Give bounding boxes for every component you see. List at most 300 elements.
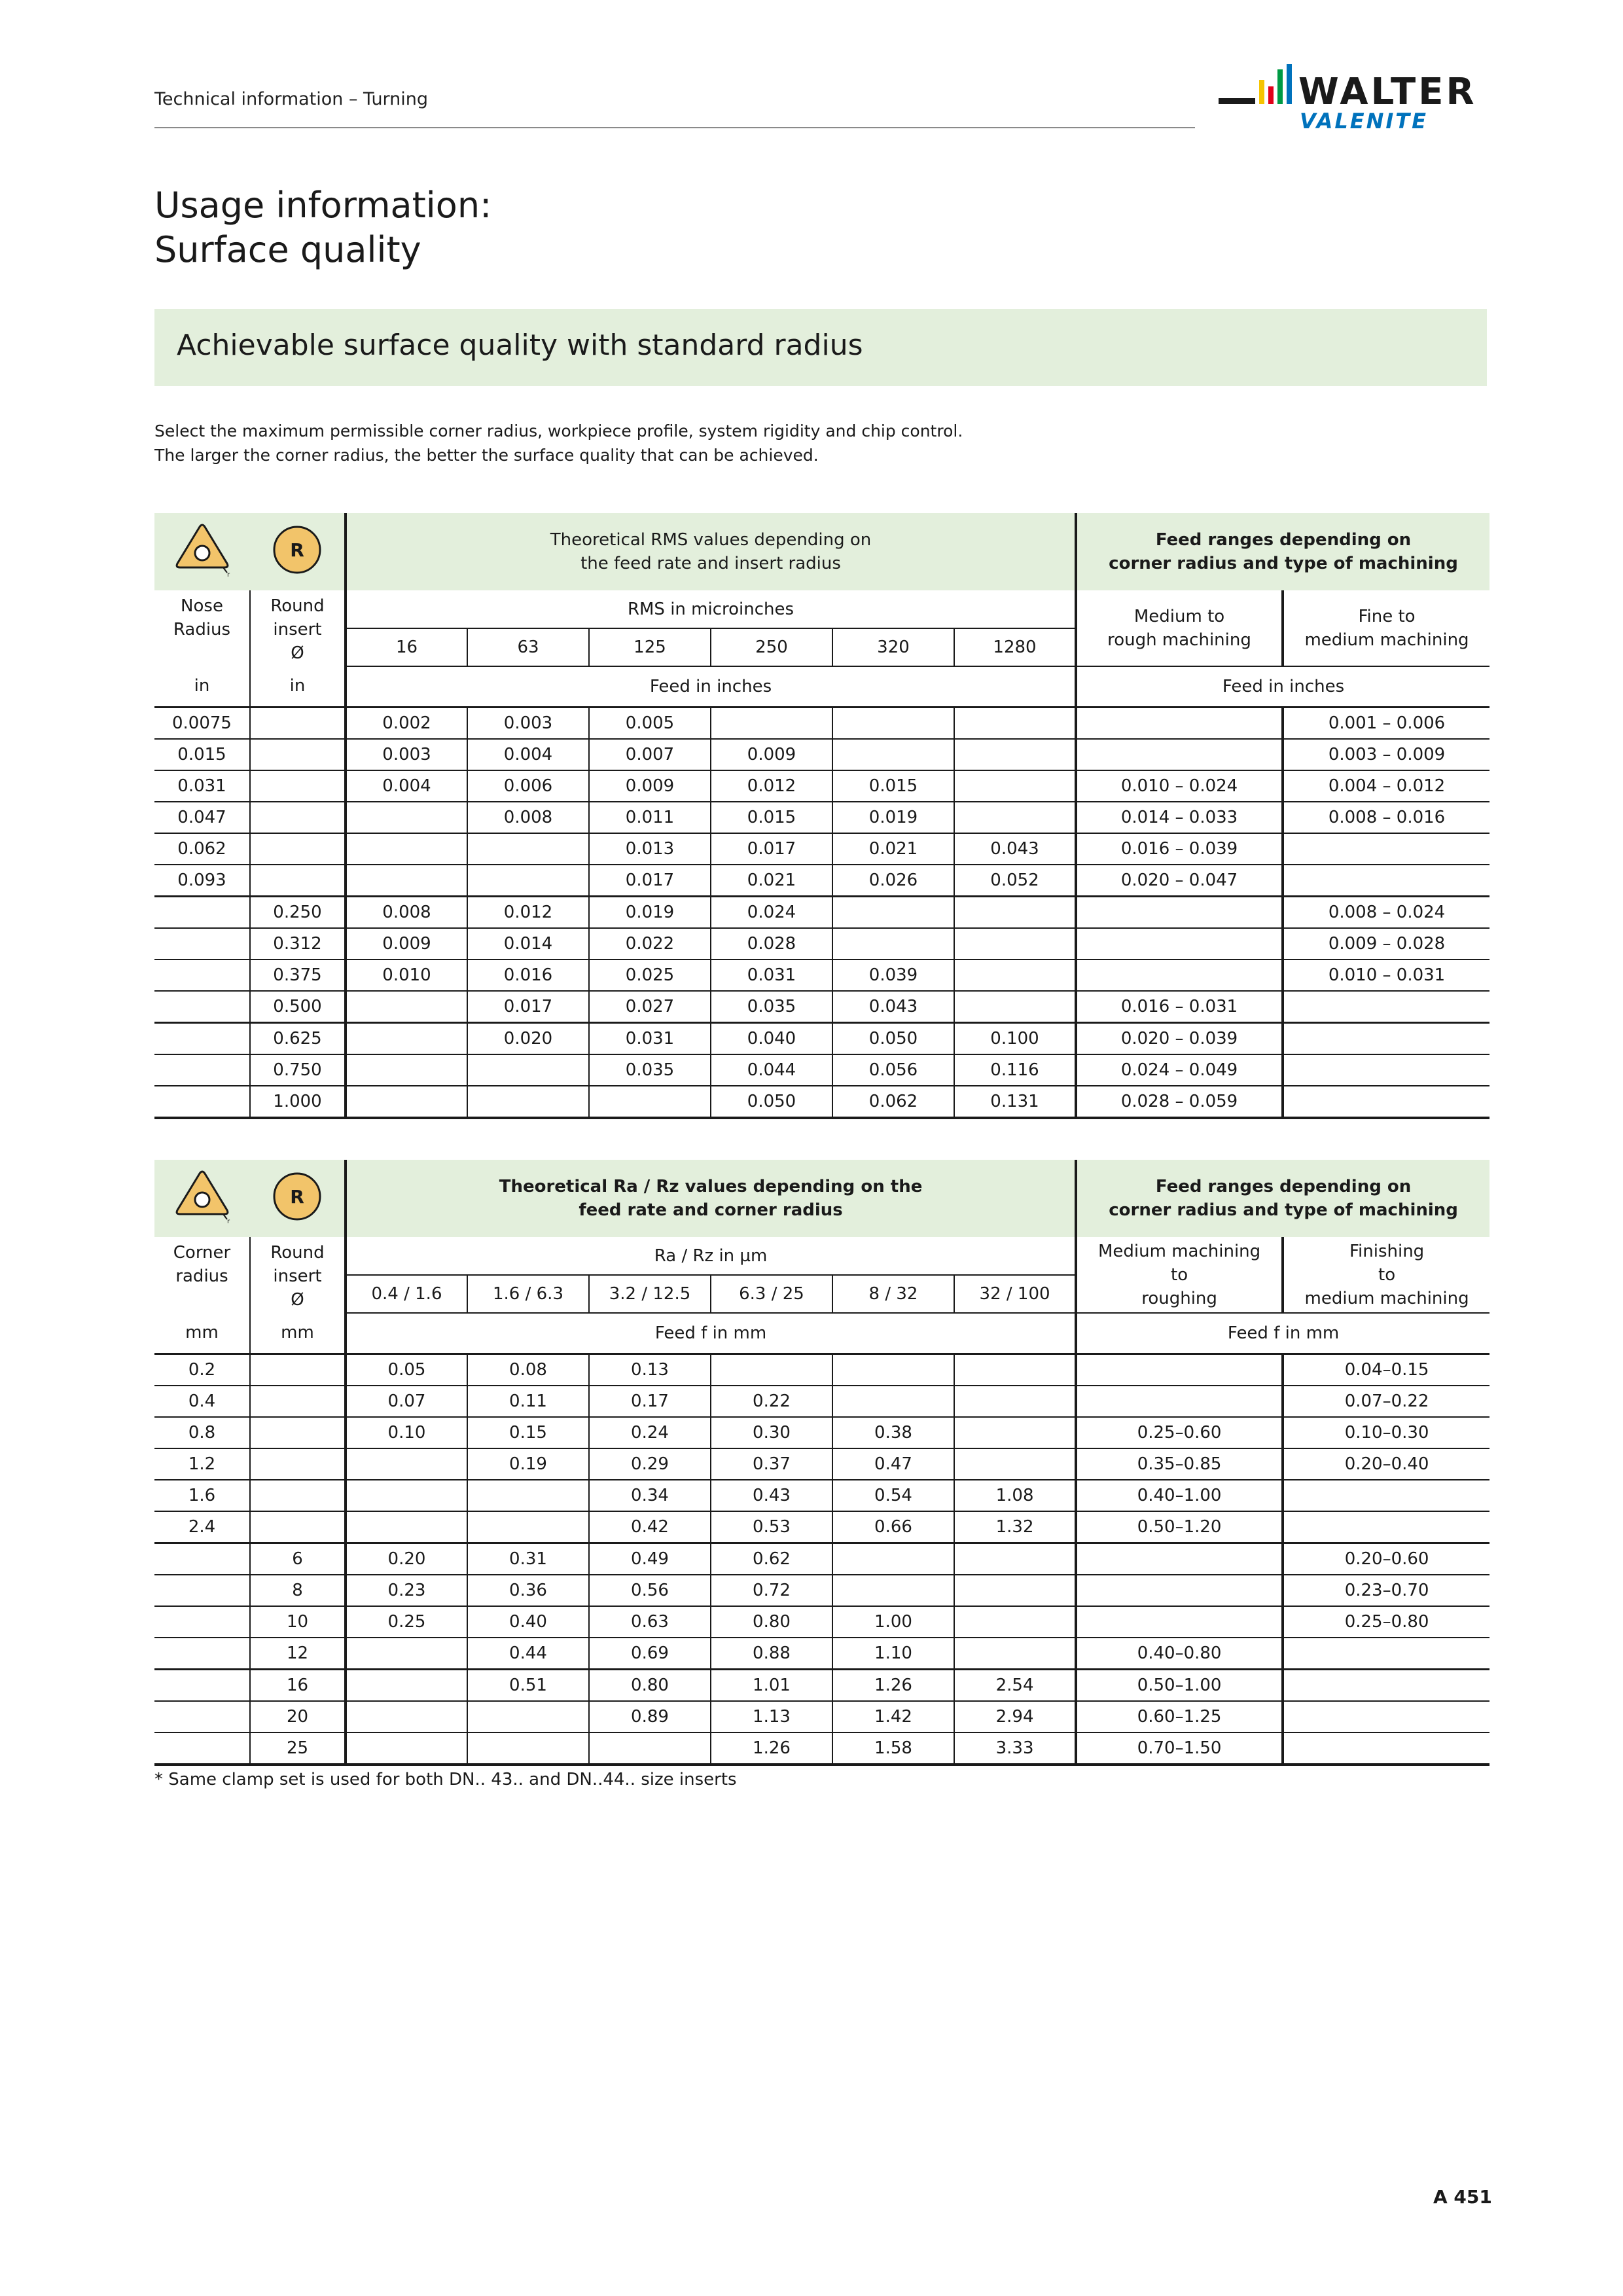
feed-mm-right: Feed f in mm: [1076, 1313, 1489, 1354]
table-cell: 0.050: [711, 1086, 832, 1118]
table-cell: 0.044: [711, 1054, 832, 1086]
table-cell: 0.40–1.00: [1076, 1480, 1283, 1511]
table-cell: 0.031: [711, 960, 832, 991]
table-cell: [154, 1701, 250, 1732]
table-cell: [154, 1543, 250, 1575]
finishing-header: Finishing to medium machining: [1283, 1237, 1489, 1313]
table-cell: 0.10: [346, 1417, 467, 1448]
table-cell: 0.004: [346, 770, 467, 802]
table-row: [154, 1701, 1489, 1732]
table-cell: 0.031: [154, 770, 250, 802]
table-row: [154, 1354, 1489, 1386]
table-cell: [467, 1054, 589, 1086]
table-cell: [250, 1354, 346, 1386]
table-cell: 0.016: [467, 960, 589, 991]
table-cell: 0.014 – 0.033: [1076, 802, 1283, 833]
footnote: * Same clamp set is used for both DN.. 43.. and DN..44.. size inserts: [154, 1770, 737, 1789]
table-cell: [832, 1543, 954, 1575]
table-cell: [1283, 1732, 1489, 1765]
table-cell: 0.062: [154, 833, 250, 865]
table-row: [154, 1511, 1489, 1543]
table-cell: [250, 1480, 346, 1511]
table-cell: 0.015: [832, 770, 954, 802]
table-cell: [954, 1543, 1076, 1575]
table-cell: [832, 1575, 954, 1606]
rms-value-16: 16: [346, 628, 467, 666]
table-cell: 0.039: [832, 960, 954, 991]
table-cell: 0.62: [711, 1543, 832, 1575]
table-cell: 0.024: [711, 896, 832, 928]
corner-radius-header: Corner radius: [173, 1243, 231, 1286]
walter-valenite-logo: [1219, 60, 1493, 134]
table-cell: 0.025: [589, 960, 711, 991]
table-row: [154, 802, 1489, 833]
table-row: [154, 1417, 1489, 1448]
table-cell: [1076, 707, 1283, 739]
table-cell: 0.19: [467, 1448, 589, 1480]
table-cell: 0.60–1.25: [1076, 1701, 1283, 1732]
table-cell: 0.017: [711, 833, 832, 865]
table-cell: [467, 833, 589, 865]
section-heading: Achievable surface quality with standard radius: [177, 329, 863, 362]
table-cell: [954, 928, 1076, 960]
rms-table: [154, 513, 1489, 1119]
table-cell: 0.25: [346, 1606, 467, 1638]
table-cell: [832, 928, 954, 960]
table-cell: [154, 1086, 250, 1118]
fine-machining-header: Fine to medium machining: [1283, 590, 1489, 666]
ra-rz-value-4: 6.3 / 25: [711, 1275, 832, 1313]
table-row: [154, 896, 1489, 928]
table-cell: 1.32: [954, 1511, 1076, 1543]
table-cell: 0.019: [832, 802, 954, 833]
table-cell: [250, 802, 346, 833]
table-cell: [1283, 865, 1489, 897]
table-cell: [1283, 1669, 1489, 1701]
logo-bar-yellow: [1259, 80, 1264, 104]
table-cell: 0.011: [589, 802, 711, 833]
table-cell: 0.80: [589, 1669, 711, 1701]
table-cell: [250, 770, 346, 802]
table-cell: 1.10: [832, 1638, 954, 1670]
header-divider: [154, 127, 1195, 128]
table-cell: 0.750: [250, 1054, 346, 1086]
table-cell: 0.22: [711, 1386, 832, 1417]
table-cell: 0.008: [467, 802, 589, 833]
table-cell: 0.54: [832, 1480, 954, 1511]
table-cell: 0.250: [250, 896, 346, 928]
table-cell: 12: [250, 1638, 346, 1670]
table-cell: [954, 1354, 1076, 1386]
table-cell: 0.2: [154, 1354, 250, 1386]
table-cell: [1076, 960, 1283, 991]
table-cell: [154, 928, 250, 960]
table-row: [154, 1086, 1489, 1118]
table-cell: [1283, 991, 1489, 1023]
table-cell: 1.2: [154, 1448, 250, 1480]
rms-value-1280: 1280: [954, 628, 1076, 666]
table-cell: [250, 865, 346, 897]
table-cell: 0.24: [589, 1417, 711, 1448]
table-cell: [954, 1417, 1076, 1448]
table-cell: 0.375: [250, 960, 346, 991]
feed-inches-right: Feed in inches: [1076, 666, 1489, 707]
table-cell: 0.019: [589, 896, 711, 928]
table-cell: 0.312: [250, 928, 346, 960]
table-row: [154, 1638, 1489, 1670]
table-cell: 0.50–1.20: [1076, 1511, 1283, 1543]
medium-machining-header: Medium machining to roughing: [1076, 1237, 1283, 1313]
round-insert-header: Round insert Ø: [250, 1237, 346, 1313]
table-cell: 0.008: [346, 896, 467, 928]
table-cell: 0.89: [589, 1701, 711, 1732]
table-cell: 0.04–0.15: [1283, 1354, 1489, 1386]
table-cell: 0.625: [250, 1022, 346, 1054]
table-cell: [346, 1054, 467, 1086]
table-row: [154, 1022, 1489, 1054]
table-cell: 0.016 – 0.031: [1076, 991, 1283, 1023]
table-cell: 0.028: [711, 928, 832, 960]
table-cell: 0.004: [467, 739, 589, 770]
table-cell: [1283, 1086, 1489, 1118]
table-cell: [154, 991, 250, 1023]
nose-radius-unit: in: [154, 666, 250, 707]
table-cell: 0.31: [467, 1543, 589, 1575]
table-cell: 0.031: [589, 1022, 711, 1054]
table-cell: [589, 1732, 711, 1765]
table-cell: [832, 896, 954, 928]
table-cell: 0.25–0.60: [1076, 1417, 1283, 1448]
table-cell: 0.021: [711, 865, 832, 897]
table-cell: 0.016 – 0.039: [1076, 833, 1283, 865]
table-cell: [1076, 1606, 1283, 1638]
table-cell: 0.043: [832, 991, 954, 1023]
table-cell: 0.015: [711, 802, 832, 833]
table-cell: 0.13: [589, 1354, 711, 1386]
table-cell: 0.51: [467, 1669, 589, 1701]
intro-text: [154, 419, 963, 467]
table-cell: [346, 833, 467, 865]
triangle-insert-icon-cell: [154, 513, 250, 590]
table-cell: 1.01: [711, 1669, 832, 1701]
table-cell: 0.15: [467, 1417, 589, 1448]
svg-text:r: r: [227, 571, 230, 578]
table-cell: [954, 802, 1076, 833]
table-cell: 0.53: [711, 1511, 832, 1543]
page-title: [154, 183, 491, 272]
table-cell: [250, 1417, 346, 1448]
table-cell: 0.017: [467, 991, 589, 1023]
section-heading-band: [154, 309, 1487, 386]
table-cell: 0.004 – 0.012: [1283, 770, 1489, 802]
table-row: [154, 1480, 1489, 1511]
ra-rz-value-3: 3.2 / 12.5: [589, 1275, 711, 1313]
round-insert-unit: mm: [250, 1313, 346, 1354]
table-row: [154, 1054, 1489, 1086]
table-cell: 0.035: [589, 1054, 711, 1086]
table-cell: [250, 1511, 346, 1543]
ra-rz-value-1: 0.4 / 1.6: [346, 1275, 467, 1313]
page-number: A 451: [1433, 2186, 1492, 2208]
table-cell: [154, 1054, 250, 1086]
table-cell: 0.07–0.22: [1283, 1386, 1489, 1417]
rms-values-header: RMS in microinches: [346, 590, 1076, 628]
table-cell: 0.23: [346, 1575, 467, 1606]
table-cell: 0.043: [954, 833, 1076, 865]
table-cell: [954, 1448, 1076, 1480]
table-cell: [1283, 1480, 1489, 1511]
table-cell: [154, 896, 250, 928]
table-cell: 0.014: [467, 928, 589, 960]
table-row: [154, 1386, 1489, 1417]
table-cell: [1283, 1638, 1489, 1670]
table-cell: [154, 1022, 250, 1054]
table-cell: [346, 1022, 467, 1054]
logo-bar-red: [1268, 86, 1274, 104]
table-cell: 8: [250, 1575, 346, 1606]
nose-radius-header: Nose Radius: [173, 596, 231, 639]
table-cell: 0.020: [467, 1022, 589, 1054]
table-cell: 0.40–0.80: [1076, 1638, 1283, 1670]
table-cell: [346, 1638, 467, 1670]
table-cell: [154, 1575, 250, 1606]
table-cell: [154, 1732, 250, 1765]
table-cell: 2.4: [154, 1511, 250, 1543]
table-cell: [467, 1086, 589, 1118]
table-cell: [467, 1480, 589, 1511]
round-badge-letter: R: [290, 1185, 304, 1208]
table-cell: 0.013: [589, 833, 711, 865]
table-cell: 0.17: [589, 1386, 711, 1417]
table-cell: 0.70–1.50: [1076, 1732, 1283, 1765]
table-cell: 0.23–0.70: [1283, 1575, 1489, 1606]
table-cell: 0.35–0.85: [1076, 1448, 1283, 1480]
table-cell: [250, 739, 346, 770]
table-row: [154, 960, 1489, 991]
table-cell: [467, 1511, 589, 1543]
table-cell: 0.012: [711, 770, 832, 802]
table-row: [154, 1543, 1489, 1575]
table-cell: 0.002: [346, 707, 467, 739]
table-cell: 0.63: [589, 1606, 711, 1638]
table-cell: 20: [250, 1701, 346, 1732]
table-cell: 0.003: [346, 739, 467, 770]
round-insert-header: Round insert Ø: [250, 590, 346, 666]
table-cell: 0.44: [467, 1638, 589, 1670]
table-cell: 0.010: [346, 960, 467, 991]
table-row: [154, 1575, 1489, 1606]
table-cell: 0.30: [711, 1417, 832, 1448]
table-cell: 1.26: [711, 1732, 832, 1765]
ra-rz-value-5: 8 / 32: [832, 1275, 954, 1313]
table-cell: 0.47: [832, 1448, 954, 1480]
table-cell: 0.49: [589, 1543, 711, 1575]
intro-line1: Select the maximum permissible corner radius, workpiece profile, system rigidity and chip control.: [154, 422, 963, 440]
table-cell: [1283, 1701, 1489, 1732]
table-cell: 0.056: [832, 1054, 954, 1086]
table-cell: 0.10–0.30: [1283, 1417, 1489, 1448]
feed-mm-left: Feed f in mm: [346, 1313, 1076, 1354]
feed-inches-left: Feed in inches: [346, 666, 1076, 707]
table-cell: [954, 1638, 1076, 1670]
table-row: [154, 1669, 1489, 1701]
table-row: [154, 833, 1489, 865]
table-cell: [1076, 928, 1283, 960]
table-cell: 0.07: [346, 1386, 467, 1417]
table-cell: 3.33: [954, 1732, 1076, 1765]
table-cell: [954, 1386, 1076, 1417]
table-row: [154, 928, 1489, 960]
corner-radius-unit: mm: [154, 1313, 250, 1354]
table-cell: [954, 896, 1076, 928]
table-cell: 0.34: [589, 1480, 711, 1511]
table-cell: [954, 770, 1076, 802]
table-cell: [346, 991, 467, 1023]
table-cell: [954, 960, 1076, 991]
rms-value-63: 63: [467, 628, 589, 666]
table-cell: 0.20–0.60: [1283, 1543, 1489, 1575]
table-cell: [954, 739, 1076, 770]
table-cell: 0.131: [954, 1086, 1076, 1118]
medium-machining-header: Medium to rough machining: [1076, 590, 1283, 666]
rms-value-320: 320: [832, 628, 954, 666]
table-cell: 0.017: [589, 865, 711, 897]
table-cell: 0.4: [154, 1386, 250, 1417]
table-cell: 0.29: [589, 1448, 711, 1480]
table-cell: [250, 707, 346, 739]
round-insert-unit: in: [250, 666, 346, 707]
table-cell: 25: [250, 1732, 346, 1765]
table-cell: 0.009: [589, 770, 711, 802]
table-cell: 0.012: [467, 896, 589, 928]
triangle-insert-icon-cell: [154, 1160, 250, 1237]
table-cell: [250, 1386, 346, 1417]
page-title-line2: Surface quality: [154, 229, 421, 270]
table-cell: 0.009: [346, 928, 467, 960]
table-cell: 1.58: [832, 1732, 954, 1765]
table-cell: [1283, 1022, 1489, 1054]
table-row: [154, 1732, 1489, 1765]
table-cell: 0.022: [589, 928, 711, 960]
ra-rz-values-header: Ra / Rz in µm: [346, 1237, 1076, 1275]
table-cell: [346, 1086, 467, 1118]
intro-line2: The larger the corner radius, the better the surface quality that can be achieved.: [154, 446, 819, 465]
rms-value-250: 250: [711, 628, 832, 666]
table-cell: 0.008 – 0.016: [1283, 802, 1489, 833]
table-cell: 0.20: [346, 1543, 467, 1575]
table-cell: [1283, 1054, 1489, 1086]
table-cell: [1076, 739, 1283, 770]
table-cell: 6: [250, 1543, 346, 1575]
table-cell: [154, 960, 250, 991]
table-cell: [832, 707, 954, 739]
table-row: [154, 770, 1489, 802]
table-cell: 0.047: [154, 802, 250, 833]
table-cell: 0.009: [711, 739, 832, 770]
table-cell: [1076, 1386, 1283, 1417]
table-row: [154, 1606, 1489, 1638]
table-cell: 0.500: [250, 991, 346, 1023]
table-cell: [467, 865, 589, 897]
table-cell: 0.006: [467, 770, 589, 802]
round-insert-icon-cell: [250, 513, 346, 590]
round-insert-icon: [271, 524, 323, 576]
table-cell: 0.100: [954, 1022, 1076, 1054]
table-row: [154, 991, 1489, 1023]
round-badge-letter: R: [290, 539, 304, 561]
table-cell: 0.009 – 0.028: [1283, 928, 1489, 960]
table-cell: 0.026: [832, 865, 954, 897]
logo-dash: [1219, 98, 1255, 104]
table-cell: 0.0075: [154, 707, 250, 739]
table-cell: 0.010 – 0.031: [1283, 960, 1489, 991]
table-cell: [346, 1701, 467, 1732]
table-cell: [954, 1606, 1076, 1638]
table-cell: 0.052: [954, 865, 1076, 897]
table-cell: [954, 991, 1076, 1023]
table-cell: 1.26: [832, 1669, 954, 1701]
table-cell: [1076, 896, 1283, 928]
table-cell: 0.69: [589, 1638, 711, 1670]
table-cell: 0.040: [711, 1022, 832, 1054]
rms-title: Theoretical RMS values depending on the feed rate and insert radius: [346, 513, 1076, 590]
table-cell: 0.88: [711, 1638, 832, 1670]
table-cell: 0.024 – 0.049: [1076, 1054, 1283, 1086]
table-cell: 0.56: [589, 1575, 711, 1606]
table-cell: [346, 865, 467, 897]
table-cell: 1.13: [711, 1701, 832, 1732]
table-cell: 1.00: [832, 1606, 954, 1638]
table-cell: 0.72: [711, 1575, 832, 1606]
table-cell: 0.035: [711, 991, 832, 1023]
svg-text:r: r: [227, 1217, 230, 1225]
table-cell: 0.42: [589, 1511, 711, 1543]
table-cell: 0.003: [467, 707, 589, 739]
ra-rz-title: Theoretical Ra / Rz values depending on the feed rate and corner radius: [346, 1160, 1076, 1237]
table-cell: [832, 1354, 954, 1386]
table-cell: [711, 1354, 832, 1386]
table-cell: [250, 1448, 346, 1480]
table-cell: [954, 1575, 1076, 1606]
table-cell: [346, 1669, 467, 1701]
table-cell: [1283, 1511, 1489, 1543]
feed-range-title: Feed ranges depending on corner radius and type of machining: [1076, 1160, 1489, 1237]
table-row: [154, 865, 1489, 897]
table-cell: 1.42: [832, 1701, 954, 1732]
table-cell: 0.20–0.40: [1283, 1448, 1489, 1480]
table-cell: [1076, 1543, 1283, 1575]
table-cell: [589, 1086, 711, 1118]
round-insert-icon: [271, 1170, 323, 1223]
table-row: [154, 739, 1489, 770]
table-cell: [832, 1386, 954, 1417]
table-cell: 0.015: [154, 739, 250, 770]
table-cell: [154, 1606, 250, 1638]
table-cell: 0.027: [589, 991, 711, 1023]
table-cell: 0.028 – 0.059: [1076, 1086, 1283, 1118]
table-cell: [1076, 1354, 1283, 1386]
table-cell: 0.010 – 0.024: [1076, 770, 1283, 802]
table-cell: 2.94: [954, 1701, 1076, 1732]
triangle-insert-icon: [171, 522, 234, 578]
table-cell: 0.007: [589, 739, 711, 770]
table-cell: [467, 1701, 589, 1732]
table-cell: 2.54: [954, 1669, 1076, 1701]
section-header: Technical information – Turning: [154, 89, 429, 109]
table-cell: [346, 1448, 467, 1480]
logo-bar-green: [1277, 69, 1283, 104]
table-cell: [1283, 833, 1489, 865]
